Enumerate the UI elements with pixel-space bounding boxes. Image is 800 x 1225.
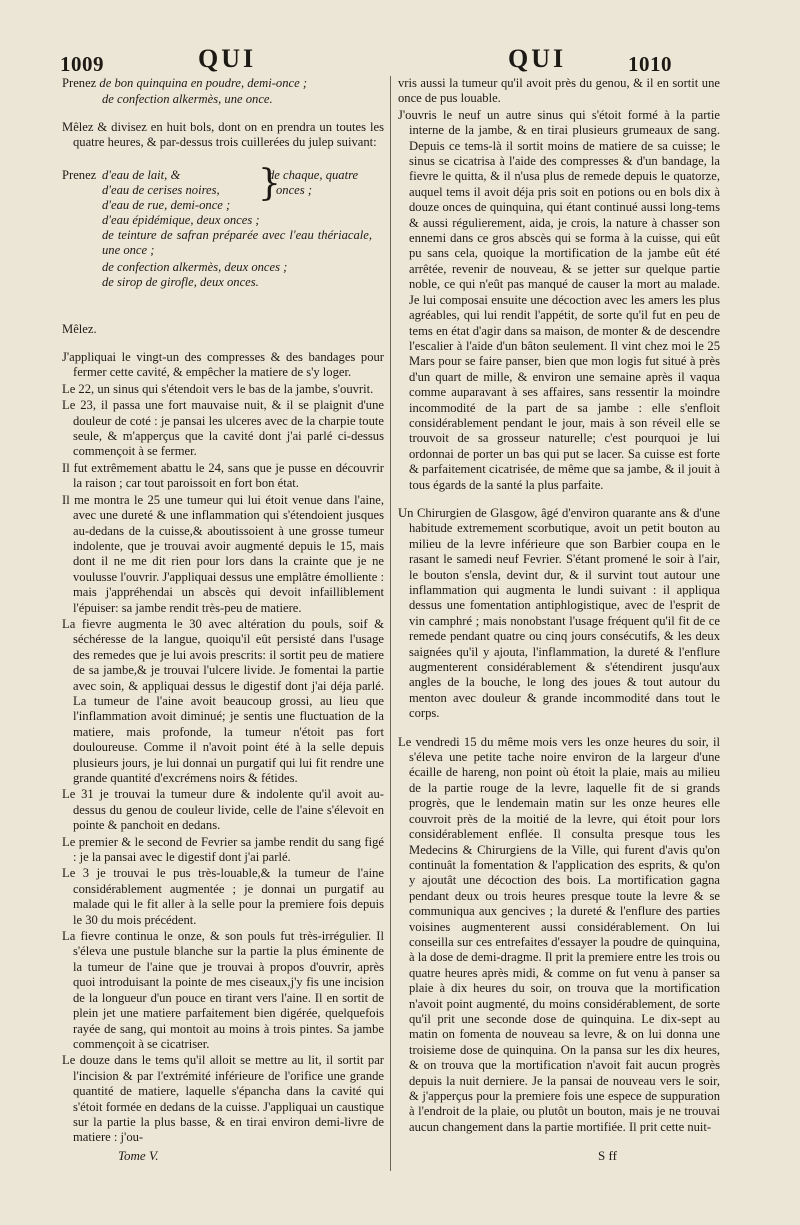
paragraph: La fievre augmenta le 30 avec altération du pouls, soif & séchéresse de la langue, quoiqu'il eût persisté dans l'usage des remedes que je lui avois prescrits: il sortit peu de matiere de sa jambe,& je trouvai l'ulcere livide. Je fomentai la partie avec soin, & appliquai dessus le digestif dont j'ai déja parlé. La tumeur de l'aine avoit beaucoup grossi, au lieu que l'inflammation avoit diminué; je sentis une fluctuation de la matiere, mais profonde, la tumeur n'étoit pas fort douloureuse. Comme il n'avoit point été à la selle depuis plusieurs jours, je lui donnai un purgatif qui lui fit rendre une grande quantité d'excrémens noirs & fétides. <box>62 616 384 785</box>
prescription-line: d'eau de rue, demi-once ; <box>102 197 231 212</box>
volume-label: Tome V. <box>118 1148 159 1163</box>
left-page-number: 1009 <box>60 52 104 76</box>
paragraph: La fievre continua le onze, & son pouls fut très-irrégulier. Il s'éleva une pustule blanche sur la partie la plus éminente de la tumeur de l'aine que je trouvai à propos d'ouvrir, après quoi introduisant la pointe de mes ciseaux,j'y fis une incision de la longueur d'un pouce en tirant vers l'aine. Il en sortit de plein jet une matiere parfaitement bien digérée, quelquefois rayée de sang, qui montoit au moins à trois pintes. Sa jambe commençoit à se cicatriser. <box>62 929 384 1051</box>
prescription-line: de sirop de girofle, deux onces. <box>102 274 259 289</box>
prescription-line: d'eau de cerises noires, <box>102 182 220 197</box>
paragraph: Mêlez & divisez en huit bols, dont on en prendra un toutes les quatre heures, & par-dessus trois cuillerées du julep suivant: <box>62 119 384 150</box>
paragraph: Le 3 je trouvai le pus très-louable,& la tumeur de l'aine considérablement augmentée ; je donnai un purgatif au malade qui le fit aller à la selle pour la premiere fois depuis le 30 du mois précédent. <box>62 866 384 927</box>
paragraph: vris aussi la tumeur qu'il avoit près du genou, & il en sortit une once de pus louable. <box>398 76 720 106</box>
brace-symbol: } <box>258 162 281 204</box>
paragraph: Le 22, un sinus qui s'étendoit vers le bas de la jambe, s'ouvrit. <box>62 381 374 396</box>
prescription-line: de bon quinquina en poudre, demi-once ; <box>99 76 308 90</box>
paragraph: J'appliquai le vingt-un des compresses & des bandages pour fermer cette cavité, & empêcher la matiere de s'y loger. <box>62 350 384 380</box>
right-page-number: 1010 <box>628 52 672 76</box>
prescription-lead: Prenez <box>62 167 97 182</box>
prescription-dose: de chaque, quatre <box>268 167 359 182</box>
prescription-line: de confection alkermès, deux onces ; <box>102 259 288 274</box>
paragraph: Le 23, il passa une fort mauvaise nuit, & il se plaignit d'une douleur de coté : je pansai les ulceres avec de la charpie toute seule, & m'apperçus que la cavité dont j'ai parlé ci-dessus commençoit à se fermer. <box>62 398 384 459</box>
paragraph: Un Chirurgien de Glasgow, âgé d'environ quarante ans & d'une habitude extremement scorbutique, avoit un petit bouton au milieu de la levre inférieure que son Barbier coupa en le rasant le samedi neuf Fevrier. S'étant promené le soir à l'air, le bouton s'ensla, devint dur, & il survint tout autour une inflammation qui augmenta le lundi suivant : il appliqua dessus une fomentation antiphlogistique, avec de l'esprit de vin camphré ; mais nonobstant l'usage fréquent qu'il fit de ce remede pendant quatre ou cinq jours consécutifs, & les deux saignées qu'il y ajouta, l'inflammation, la dureté & l'enflure augmenterent considérablement & s'étendirent jusqu'aux angles de la bouche, le long des joues & tout autour du menton avec douleur & grande incommodité dans tout le corps. <box>398 505 720 721</box>
prescription-dose: onces ; <box>276 182 313 197</box>
prescription-line: d'eau de lait, & <box>102 167 181 182</box>
paragraph: Mêlez. <box>62 321 97 336</box>
left-running-head: QUI <box>198 44 257 73</box>
paragraph: J'ouvris le neuf un autre sinus qui s'étoit formé à la partie interne de la jambe, & en tirai plusieurs grumeaux de sang. Depuis ce tems-là il sortit moins de matiere de sa cuisse; le sinus se cicatrisa à l'aide des compresses & d'un bandage, la fievre le quitta, & il n'usa plus de remede depuis le quatorze, auquel tems il avoit déja pris soit en potions ou en bols dix à douze onces de quinquina, qui étant continué aussi long-tems & aussi régulierement, aida, je crois, la nature à chasser son ennemi dans ce gros abscès qui se forma à la cuisse, qui eût pu sans cela, quoique la mortification de la jambe eût été arrêtée, revenir de nouveau, & se jetter sur quelque partie noble, ce qui n'eût pas manqué de causer la mort au malade. Je lui composai ensuite une décoction avec les amers les plus agréables, qui lui rendit l'appétit, de sorte qu'il fut en peu de tems en état d'agir dans sa maison, de monter & de descendre l'escalier à l'aide d'un bâton seulement. Il vint chez moi le 25 Mars pour se faire panser, bien que mon logis fut situé à près d'un quart de mille, & environ une semaine après il vaqua comme auparavant à ses affaires, sans ressentir la moindre incommodité de la part de sa jambe : elle s'enfloit considérablement pendant le jour, mais à son réveil elle se trouvoit de sa grosseur naturelle; c'est pourquoi je lui ordonnai de porter un bas qui put se lacer. Sa cuisse est forte & parfaitement cicatrisée, de même que sa jambe, & il jouit à tous égards de la santé la plus parfaite. <box>398 107 720 492</box>
paragraph: Il me montra le 25 une tumeur qui lui étoit venue dans l'aine, avec une dureté & une inflammation qui s'étendoient jusques au-dedans de la cuisse,& aboutissoient à une grosse tumeur indolente, que je trouvai avoir augmenté depuis le 15, mais dont il ne me dit rien pour lors dans la crainte que je ne voulusse l'ouvrir. J'appliquai dessus une emplâtre émolliente : mais j'appréhendai un abscès qui devoit infailliblement l'épuiser: sa jambe rendit très-peu de matiere. <box>62 492 384 615</box>
column-divider <box>390 76 391 1171</box>
prescription-line: d'eau épidémique, deux onces ; <box>102 212 260 227</box>
signature-mark: S ff <box>598 1148 617 1163</box>
paragraph: Le premier & le second de Fevrier sa jambe rendit du sang figé : je la pansai avec le digestif dont j'ai parlé. <box>62 834 384 865</box>
prescription-lead: Prenez <box>62 76 97 90</box>
prescription-line: de confection alkermès, une once. <box>102 92 273 107</box>
right-column <box>398 76 720 1176</box>
paragraph: Le 31 je trouvai la tumeur dure & indolente qu'il avoit au-dessus du genou de couleur livide, celle de l'aine s'élevoit en pointe & panchoit en dedans. <box>62 787 384 833</box>
prescription-2 <box>62 162 384 314</box>
prescription-line: de teinture de safran préparée avec l'eau thériacale, une once ; <box>102 227 372 258</box>
prescription-1 <box>62 76 384 108</box>
left-column <box>62 76 384 1176</box>
paragraph: Il fut extrêmement abattu le 24, sans que je pusse en découvrir la raison ; car tout paroissoit en fort bon état. <box>62 460 384 491</box>
right-running-head: QUI <box>508 44 567 73</box>
paragraph: Le vendredi 15 du même mois vers les onze heures du soir, il s'éleva une petite tache noire environ de la largeur d'une écaille de hareng, non point où étoit la plaie, mais au milieu de la partie rouge de la levre, laquelle fit de si grands progrès, que le lendemain matin sur les onze heures elle couvroit près de la moitié de la levre, qui étoit pour lors considérablement enflée. Il consulta presque tous les Medecins & Chirurgiens de la Ville, qui furent d'avis qu'on continuât la fomentation & l'application des esprits, & qu'on y ajoutât une décoction des bois. La mortification gagna pendant deux ou trois heures presque toute la levre & se communiqua aux gencives ; la dureté & l'enflure des parties voisines augmenterent aussi considérablement. On lui conseilla sur ces entrefaites d'essayer la poudre de quinquina, à la dose de demi-dragme. Il prit la premiere entre les trois ou quatre heures après midi, & comme on fut venu à panser sa plaie à dix heures du soir, on trouva que la mortification n'avoit point augmenté, du moins considérablement, de sorte qu'il prit une seconde dose de quinquina. Le dix-sept au matin on fomenta de nouveau sa levre, & on lui donna une troisieme dose de quinquina. On la pansa sur les dix heures, & on trouva que la mortification n'avoit fait aucun progrès depuis la nuit derniere. Je la pansai de nouveau vers le soir, & j'apperçus pour la premiere fois une espece de suppuration à l'endroit de la plaie, ou plutôt un bouton, mais je ne trouvai aucun changement dans la partie mortifiée. Il prit cette nuit- <box>398 734 720 1134</box>
paragraph: Le douze dans le tems qu'il alloit se mettre au lit, il sortit par l'incision & par l'extrémité inférieure de l'orifice une grande quantité de matiere, laquelle s'épancha dans la cavité qui s'étoit formée en dedans de la cuisse. J'appliquai un caustique sur la partie la plus basse, & en tirai environ demi-livre de matiere : j'ou- <box>62 1053 384 1145</box>
